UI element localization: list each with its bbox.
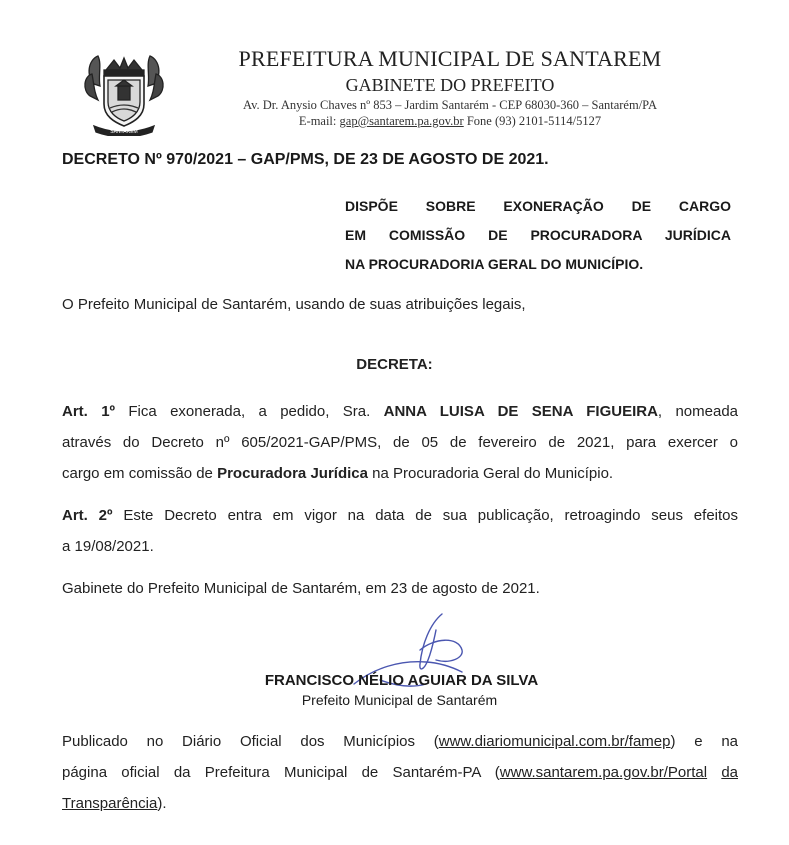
summary-line: NA PROCURADORIA GERAL DO MUNICÍPIO. bbox=[345, 256, 644, 272]
article-1-text: na Procuradoria Geral do Município. bbox=[367, 465, 614, 482]
article-2-label: Art. 2º bbox=[62, 507, 113, 524]
publication-line bbox=[62, 788, 738, 819]
article-1-text: Fica exonerada, a pedido, Sra. bbox=[115, 403, 384, 420]
publication-text: ) e na bbox=[670, 733, 738, 750]
publication-text: ). bbox=[157, 795, 167, 812]
article-2-line bbox=[62, 500, 738, 531]
transparency-link-part[interactable]: da bbox=[721, 764, 738, 781]
intro-paragraph: O Prefeito Municipal de Santarém, usando de suas atribuições legais, bbox=[62, 296, 526, 313]
article-1-line bbox=[62, 396, 738, 427]
letterhead-subtitle: GABINETE DO PREFEITO bbox=[345, 75, 555, 95]
article-2 bbox=[62, 500, 738, 562]
publication-line bbox=[62, 726, 738, 757]
diario-link[interactable]: www.diariomunicipal.com.br/famep bbox=[438, 733, 671, 750]
publication-text bbox=[707, 764, 721, 781]
letterhead-contact bbox=[165, 114, 735, 129]
decree-title: DECRETO Nº 970/2021 – GAP/PMS, DE 23 DE AGOSTO DE 2021. bbox=[62, 151, 549, 168]
letterhead-title: PREFEITURA MUNICIPAL DE SANTAREM bbox=[238, 46, 662, 71]
coat-of-arms-logo bbox=[80, 46, 168, 136]
article-1-text: , nomeada bbox=[657, 403, 738, 420]
summary-line: EM COMISSÃO DE PROCURADORA JURÍDICA bbox=[345, 227, 731, 243]
article-2-line: a 19/08/2021. bbox=[62, 538, 154, 555]
position-name: Procuradora Jurídica bbox=[217, 465, 368, 482]
portal-link[interactable]: www.santarem.pa.gov.br/Portal bbox=[499, 764, 708, 781]
summary-line: DISPÕE SOBRE EXONERAÇÃO DE CARGO bbox=[345, 198, 731, 214]
publication-note bbox=[62, 726, 738, 819]
phone-text: Fone (93) 2101-5114/5127 bbox=[463, 114, 602, 128]
signer-name: FRANCISCO NÉLIO AGUIAR DA SILVA bbox=[264, 672, 539, 689]
article-1 bbox=[62, 396, 738, 489]
article-1-text: cargo em comissão de bbox=[62, 465, 218, 482]
transparency-link[interactable]: Transparência bbox=[62, 795, 158, 812]
article-1-line bbox=[62, 458, 738, 489]
closing-statement: Gabinete do Prefeito Municipal de Santarém, em 23 de agosto de 2021. bbox=[62, 580, 540, 597]
letterhead-address: Av. Dr. Anysio Chaves nº 853 – Jardim Santarém - CEP 68030-360 – Santarém/PA bbox=[242, 98, 658, 112]
publication-text: página oficial da Prefeitura Municipal de Santarém-PA ( bbox=[62, 764, 500, 781]
email-link[interactable]: gap@santarem.pa.gov.br bbox=[339, 114, 464, 128]
svg-text:SANTAREM: SANTAREM bbox=[110, 129, 138, 135]
decree-summary bbox=[345, 192, 731, 279]
publication-text: Publicado no Diário Oficial dos Municípios ( bbox=[62, 733, 439, 750]
email-label: E-mail: bbox=[298, 114, 340, 128]
signer-role: Prefeito Municipal de Santarém bbox=[301, 692, 498, 708]
article-2-text: Este Decreto entra em vigor na data de sua publicação, retroagindo seus efeitos bbox=[112, 507, 739, 524]
article-1-line: através do Decreto nº 605/2021-GAP/PMS, de 05 de fevereiro de 2021, para exercer o bbox=[62, 434, 738, 451]
publication-line bbox=[62, 757, 738, 788]
exonerated-name: ANNA LUISA DE SENA FIGUEIRA bbox=[383, 403, 658, 420]
article-1-label: Art. 1º bbox=[62, 403, 116, 420]
decreta-heading: DECRETA: bbox=[356, 356, 433, 373]
